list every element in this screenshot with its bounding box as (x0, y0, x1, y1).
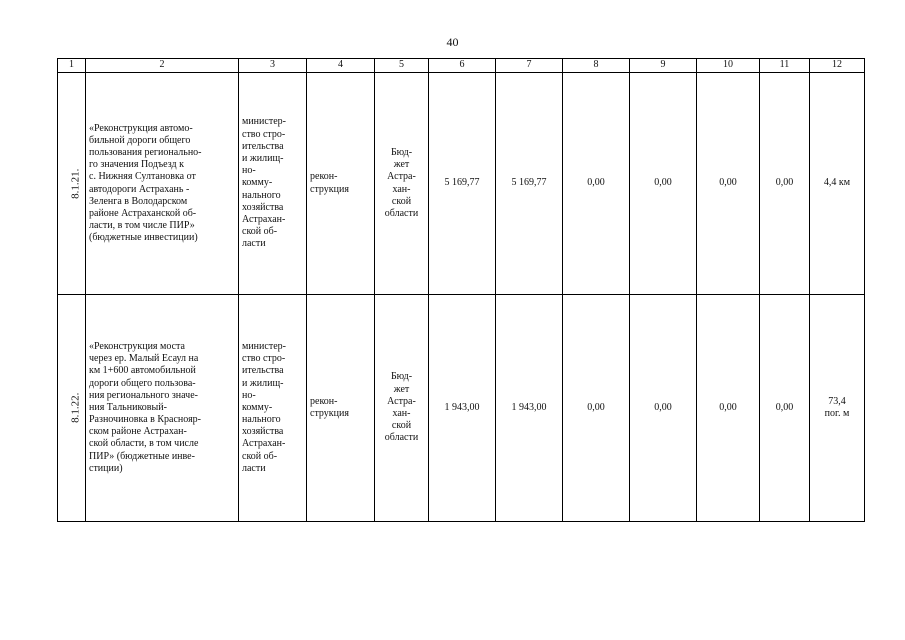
col-header: 9 (630, 59, 697, 73)
col-header: 2 (86, 59, 239, 73)
capacity: 4,4 км (810, 73, 865, 295)
col-header: 4 (307, 59, 375, 73)
object-name: «Реконструкция моста через ер. Малый Есаул на км 1+600 автомобильной дороги общего пользова- ния регионального значе- ния Тальниковый- Разночиновка в Краснояр- ском районе Астрахан- ской области, в том числе ПИР» (бюджетные инве- стиции) (86, 295, 239, 522)
row-number-cell (58, 295, 86, 522)
col-header: 3 (239, 59, 307, 73)
row-number: 8.1.22. (69, 392, 82, 424)
value-col-11: 0,00 (760, 295, 810, 522)
capacity: 73,4 пог. м (810, 295, 865, 522)
col-header: 6 (429, 59, 496, 73)
object-name: «Реконструкция автомо- бильной дороги общего пользования регионально- го значения Подъезд к с. Нижняя Султановка от автодороги Астрахань - Зеленга в Володарском районе Астраханской об- ласти, в том числе ПИР» (бюджетные инвестиции) (86, 73, 239, 295)
funding-source: Бюд- жет Астра- хан- ской области (375, 295, 429, 522)
work-type: рекон- струкция (307, 295, 375, 522)
value-col-7: 5 169,77 (496, 73, 563, 295)
col-header: 7 (496, 59, 563, 73)
value-col-9: 0,00 (630, 73, 697, 295)
value-col-9: 0,00 (630, 295, 697, 522)
table-row (58, 295, 865, 522)
table-row (58, 73, 865, 295)
value-col-6: 5 169,77 (429, 73, 496, 295)
work-type: рекон- струкция (307, 73, 375, 295)
col-header: 10 (697, 59, 760, 73)
program-table (57, 58, 865, 522)
value-col-10: 0,00 (697, 295, 760, 522)
value-col-7: 1 943,00 (496, 295, 563, 522)
value-col-11: 0,00 (760, 73, 810, 295)
value-col-10: 0,00 (697, 73, 760, 295)
executor: министер- ство стро- ительства и жилищ- но- комму- нального хозяйства Астрахан- ской об- ласти (239, 73, 307, 295)
executor: министер- ство стро- ительства и жилищ- но- комму- нального хозяйства Астрахан- ской об- ласти (239, 295, 307, 522)
col-header: 8 (563, 59, 630, 73)
col-header: 5 (375, 59, 429, 73)
col-header: 1 (58, 59, 86, 73)
row-number: 8.1.21. (69, 168, 82, 199)
value-col-8: 0,00 (563, 73, 630, 295)
value-col-6: 1 943,00 (429, 295, 496, 522)
value-col-8: 0,00 (563, 295, 630, 522)
funding-source: Бюд- жет Астра- хан- ской области (375, 73, 429, 295)
col-header: 11 (760, 59, 810, 73)
col-header: 12 (810, 59, 865, 73)
table-header-row (58, 59, 865, 73)
page-number: 40 (446, 35, 459, 49)
row-number-cell (58, 73, 86, 295)
